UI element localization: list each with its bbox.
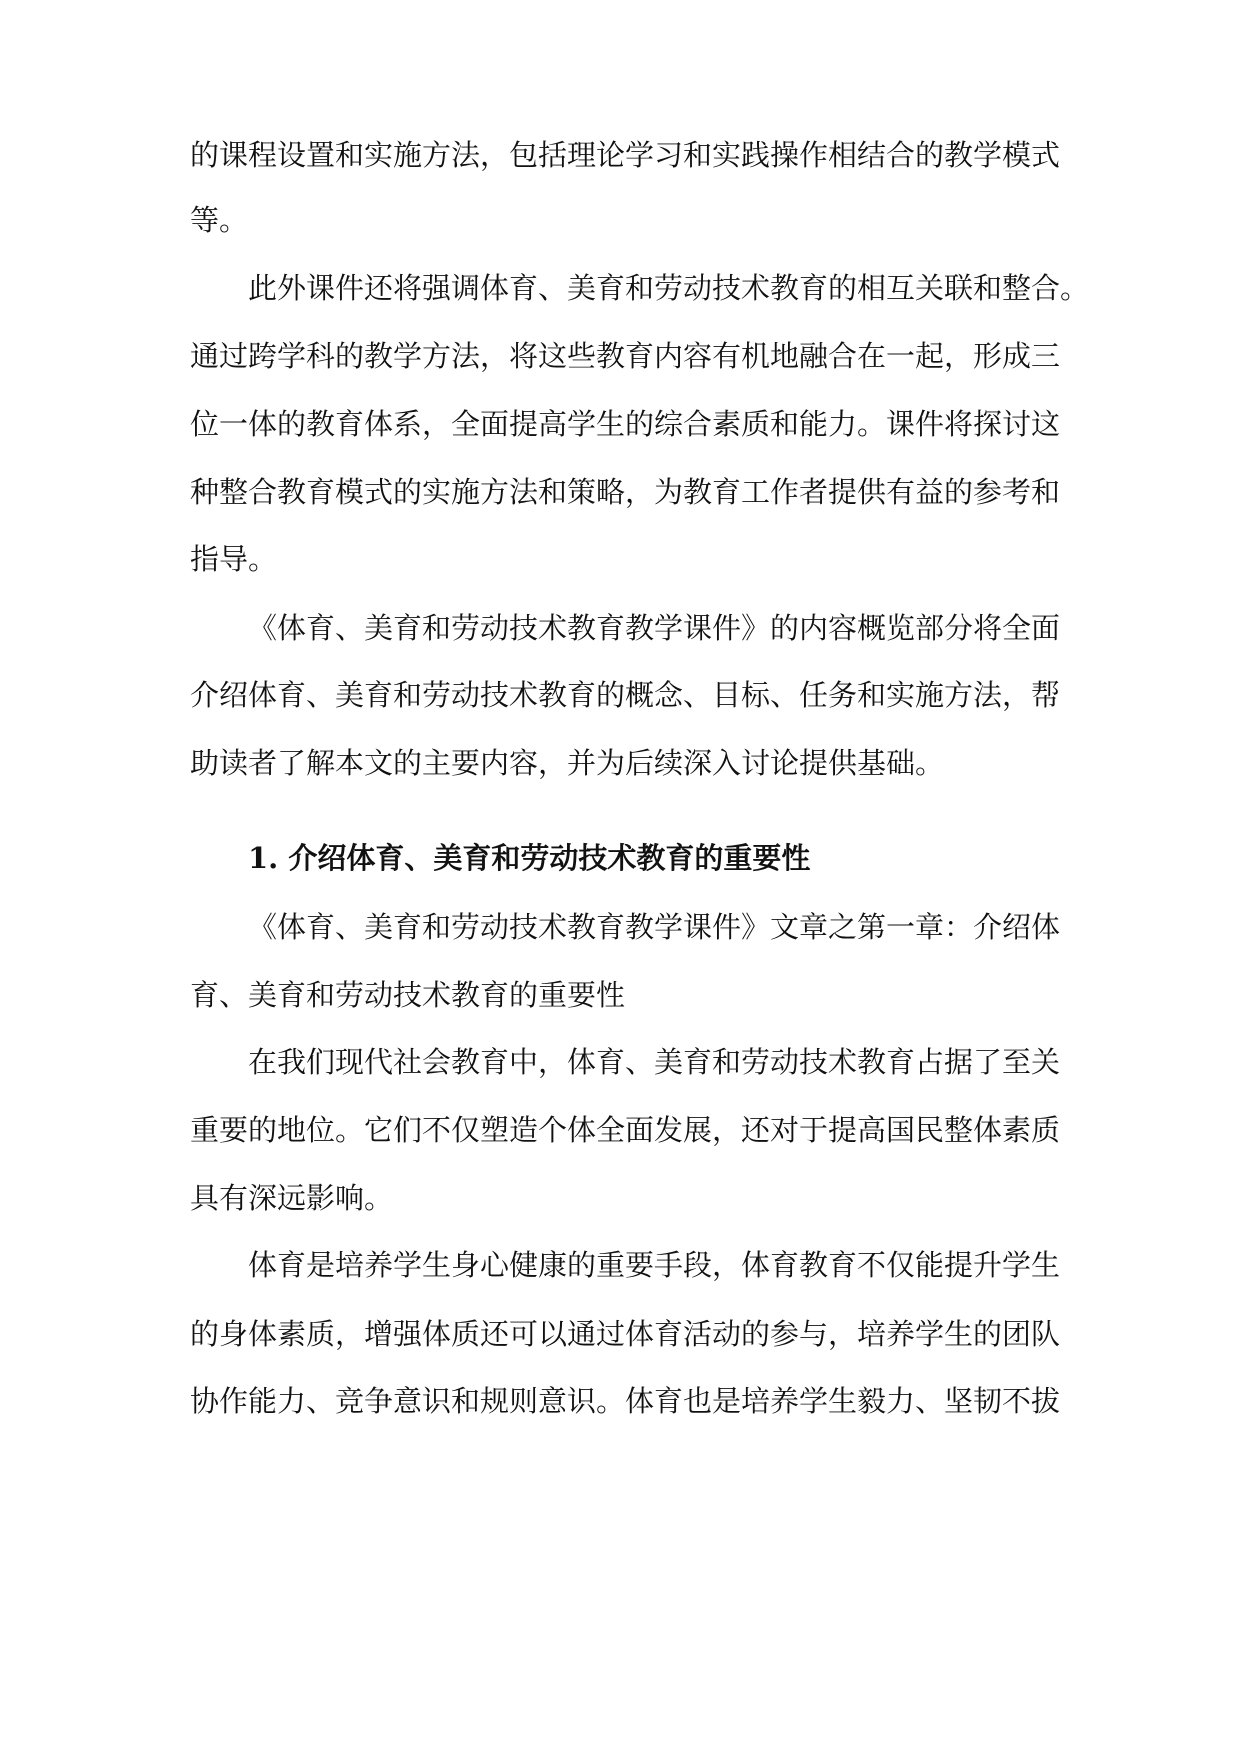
paragraph-line: 具有深远影响。 (190, 1181, 394, 1215)
paragraph-line: 重要的地位。它们不仅塑造个体全面发展，还对于提高国民整体素质 (190, 1113, 1061, 1147)
paragraph-line: 介绍体育、美育和劳动技术教育的概念、目标、任务和实施方法，帮 (190, 678, 1061, 712)
paragraph-line: 助读者了解本文的主要内容，并为后续深入讨论提供基础。 (190, 746, 945, 780)
paragraph-line: 的身体素质，增强体质还可以通过体育活动的参与，培养学生的团队 (190, 1317, 1061, 1351)
paragraph-line: 体育是培养学生身心健康的重要手段，体育教育不仅能提升学生 (248, 1248, 1061, 1282)
paragraph-line: 在我们现代社会教育中，体育、美育和劳动技术教育占据了至关 (248, 1045, 1061, 1079)
paragraph-line: 育、美育和劳动技术教育的重要性 (190, 978, 626, 1012)
paragraph-line: 协作能力、竞争意识和规则意识。体育也是培养学生毅力、坚韧不拔 (190, 1384, 1061, 1418)
paragraph-line: 通过跨学科的教学方法，将这些教育内容有机地融合在一起，形成三 (190, 339, 1061, 373)
paragraph-line: 等。 (190, 203, 249, 237)
paragraph-line: 《体育、美育和劳动技术教育教学课件》的内容概览部分将全面 (248, 611, 1061, 645)
paragraph-line: 指导。 (190, 542, 278, 576)
paragraph-line: 位一体的教育体系，全面提高学生的综合素质和能力。课件将探讨这 (190, 407, 1061, 441)
paragraph-line: 《体育、美育和劳动技术教育教学课件》文章之第一章：介绍体 (248, 910, 1061, 944)
paragraph-line: 的课程设置和实施方法，包括理论学习和实践操作相结合的教学模式 (190, 138, 1061, 172)
paragraph-line: 此外课件还将强调体育、美育和劳动技术教育的相互关联和整合。 (248, 271, 1090, 305)
section-heading: 1. 介绍体育、美育和劳动技术教育的重要性 (248, 841, 811, 875)
paragraph-line: 种整合教育模式的实施方法和策略，为教育工作者提供有益的参考和 (190, 475, 1061, 509)
